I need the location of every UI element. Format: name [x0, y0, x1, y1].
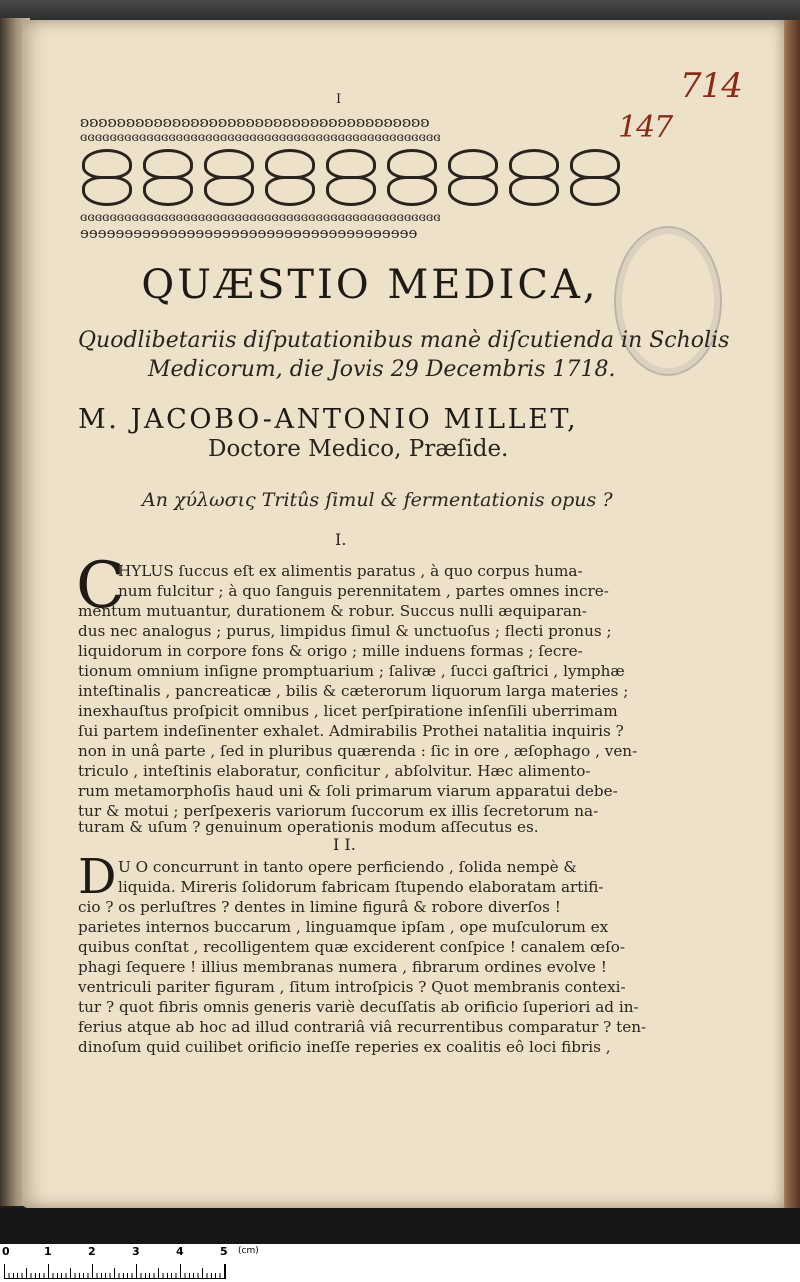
ruler-label: 1 [44, 1245, 52, 1258]
ornament-motif [78, 147, 130, 205]
ruler-label: 3 [132, 1245, 140, 1258]
ornament-band: ɘɘɘɘɘɘɘɘɘɘɘɘɘɘɘɘɘɘɘɘɘɘɘɘɘɘɘɘɘɘɘɘɘɘɘɘɘɘ [80, 224, 418, 242]
ornament-motif [261, 147, 313, 205]
ruler-label: 5 [220, 1245, 228, 1258]
ornament-motif [444, 147, 496, 205]
page-title: QUÆSTIO MEDICA, [141, 262, 599, 308]
ornament-band: ɞɞɞɞɞɞɞɞɞɞɞɞɞɞɞɞɞɞɞɞɞɞɞɞɞɞɞɞɞɞɞɞɞɞɞɞɞɞɞɞɞɞɞɞɞɞɞɞɞ [80, 130, 441, 144]
ornament-motif [505, 147, 557, 205]
text-line: inteſtinalis , pancreaticæ , bilis & cæterorum liquorum larga materies ; [78, 682, 629, 700]
ornament-motif [322, 147, 374, 205]
ruler-ticks [4, 1264, 226, 1279]
ruler-label: 4 [176, 1245, 184, 1258]
manuscript-number-secondary: 147 [618, 110, 673, 145]
section-heading: I I. [333, 835, 356, 854]
text-line: tionum omnium inſigne promptuarium ; ſalivæ , ſucci gaſtrici , lymphæ [78, 662, 625, 680]
drop-cap: D [78, 849, 117, 905]
text-line: U O concurrunt in tanto opere perficiendo , ſolida nempè & [118, 858, 577, 876]
president-title: Doctore Medico, Præſide. [208, 436, 509, 462]
text-line: dinoſum quid cuilibet orificio ineſſe reperies ex coalitis eô loci fibris , [78, 1038, 611, 1056]
text-line: tur ? quot fibris omnis generis variè decuſſatis ab orificio ſuperiori ad in- [78, 998, 639, 1016]
text-line: rum metamorphoſis haud uni & ſoli primarum viarum apparatui debe- [78, 782, 618, 800]
scanner-frame-bottom [0, 1208, 800, 1244]
text-line: HYLUS ſuccus eſt ex alimentis paratus , à quo corpus huma- [118, 562, 583, 580]
text-line: non in unâ parte , ſed in pluribus quærenda : ſic in ore , æſophago , ven- [78, 742, 638, 760]
ruler-tick-end [225, 1264, 226, 1278]
text-line: ventriculi pariter figuram , ſitum introſpicis ? Quot membranis contexi- [78, 978, 626, 996]
scale-ruler [0, 1244, 800, 1282]
text-line: parietes internos buccarum , linguamque ipſam , ope muſculorum ex [78, 918, 609, 936]
thesis-question: An χύλωσις Tritûs ſimul & fermentationis opus ? [142, 489, 613, 511]
ornament-headpiece [78, 147, 618, 207]
president-name: M. JACOBO-ANTONIO MILLET, [78, 404, 579, 435]
ruler-unit: (cm) [238, 1246, 259, 1256]
ornament-motif [566, 147, 618, 205]
text-line: quibus conſtat , recolligentem quæ exciderent conſpice ! canalem œſo- [78, 938, 626, 956]
text-line: cio ? os perluſtres ? dentes in limine figurâ & robore diverſos ! [78, 898, 561, 916]
ornament-motif [139, 147, 191, 205]
text-line: triculo , inteſtinis elaboratur, conficitur , abſolvitur. Hæc alimento- [78, 762, 591, 780]
text-line: mentum mutuantur, durationem & robur. Succus nulli æquiparan- [78, 602, 587, 620]
subtitle-line: Quodlibetariis diſputationibus manè diſcutienda in Scholis [78, 328, 730, 353]
text-line: turam & uſum ? genuinum operationis modum aſſecutus es. [78, 818, 539, 836]
ornament-band: ʚʚʚʚʚʚʚʚʚʚʚʚʚʚʚʚʚʚʚʚʚʚʚʚʚʚʚʚʚʚʚʚʚʚʚʚʚʚ [80, 113, 430, 131]
page-number: I [336, 92, 342, 107]
text-line: ferius atque ab hoc ad illud contrariâ viâ recurrentibus comparatur ? ten- [78, 1018, 647, 1036]
text-line: liquida. Mireris ſolidorum fabricam ſtupendo elaboratam artifi- [118, 878, 604, 896]
subtitle-line: Medicorum, die Jovis 29 Decembris 1718. [148, 357, 616, 382]
ruler-label: 0 [2, 1245, 10, 1258]
section-heading: I. [335, 530, 347, 549]
ornament-motif [200, 147, 252, 205]
text-line: ſui partem indeſinenter exhalet. Admirabilis Prothei natalitia inquiris ? [78, 722, 624, 740]
text-line: inexhauſtus proſpicit omnibus , licet perſpiratione inſenſili uberrimam [78, 702, 618, 720]
ornament-band: ɞɞɞɞɞɞɞɞɞɞɞɞɞɞɞɞɞɞɞɞɞɞɞɞɞɞɞɞɞɞɞɞɞɞɞɞɞɞɞɞɞɞɞɞɞɞɞɞɞ [80, 210, 441, 224]
text-line: liquidorum in corpore fons & origo ; mille induens formas ; ſecre- [78, 642, 583, 660]
manuscript-number: 714 [680, 66, 742, 106]
text-line: dus nec analogus ; purus, limpidus ſimul & unctuoſus ; flecti pronus ; [78, 622, 612, 640]
scanner-frame-top [0, 0, 800, 22]
drop-cap: C [76, 549, 125, 623]
text-line: num fulcitur ; à quo ſanguis perennitatem , partes omnes incre- [118, 582, 609, 600]
text-line: phagi ſequere ! illius membranas numera , fibrarum ordines evolve ! [78, 958, 607, 976]
ornament-motif [383, 147, 435, 205]
ruler-label: 2 [88, 1245, 96, 1258]
text-line: tur & motui ; perſpexeris variorum ſuccorum ex illis ſecretorum na- [78, 802, 599, 820]
